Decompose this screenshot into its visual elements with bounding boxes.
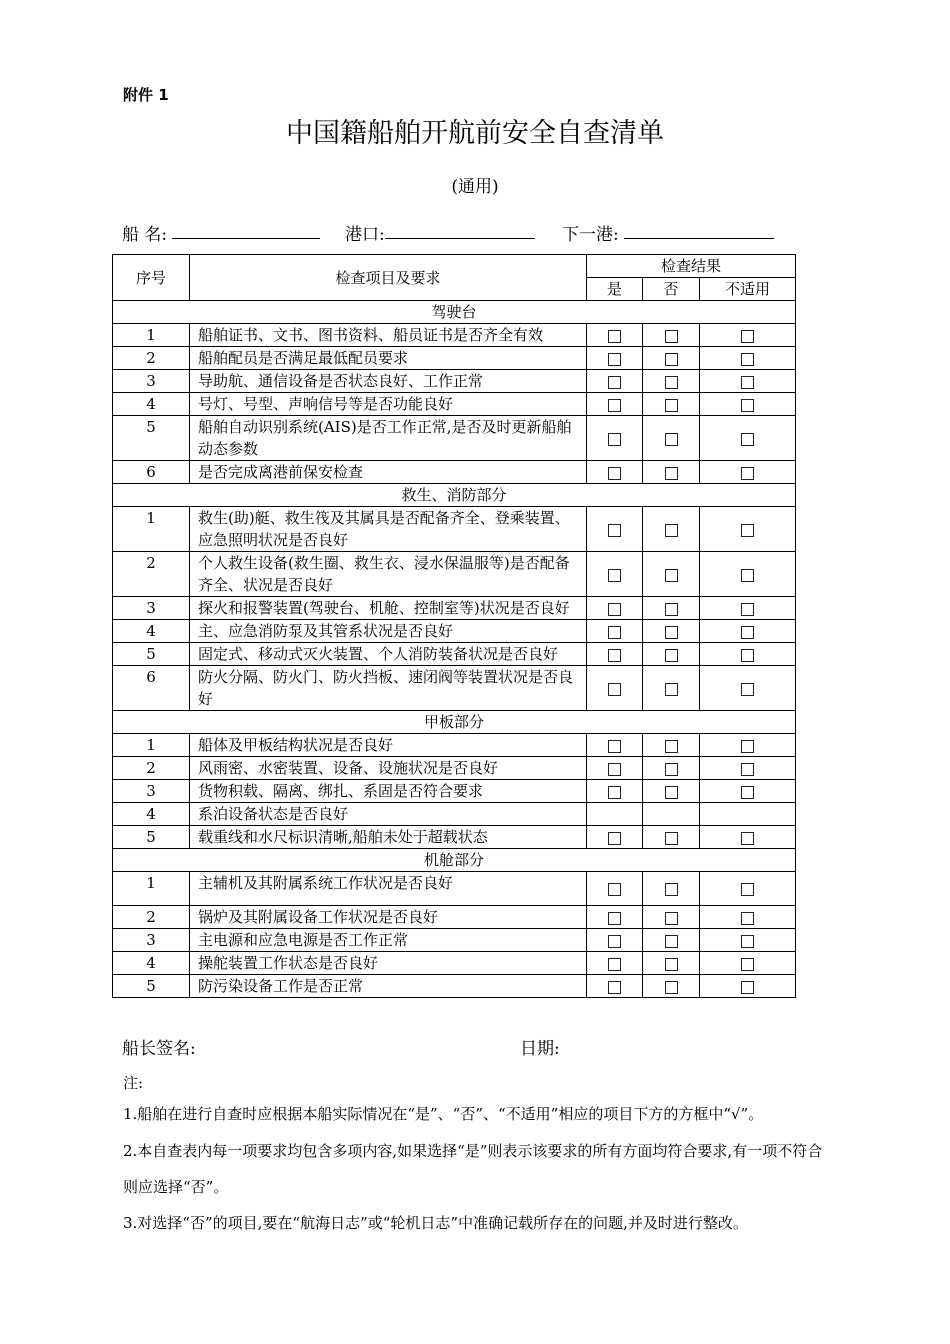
table-row: [113, 780, 796, 803]
result-cell-na: [700, 952, 796, 975]
checkbox-no[interactable]: [665, 467, 678, 480]
check-item-text: 船体及甲板结构状况是否良好: [190, 734, 587, 757]
row-number: 2: [113, 906, 190, 929]
row-number: 5: [113, 975, 190, 998]
next-port-blank[interactable]: [624, 238, 774, 239]
result-cell-yes: [587, 734, 643, 757]
checkbox-na[interactable]: [741, 467, 754, 480]
checkbox-na[interactable]: [741, 958, 754, 971]
check-item-text: 载重线和水尺标识清晰,船舶未处于超载状态: [190, 826, 587, 849]
check-item-text: 防火分隔、防火门、防火挡板、速闭阀等装置状况是否良好: [190, 666, 587, 711]
table-row: [113, 975, 796, 998]
result-cell-yes: [587, 461, 643, 484]
section-title: 驾驶台: [113, 301, 796, 324]
check-item-text: 锅炉及其附属设备工作状况是否良好: [190, 906, 587, 929]
result-cell-yes: [587, 416, 643, 461]
check-item-text: 风雨密、水密装置、设备、设施状况是否良好: [190, 757, 587, 780]
checkbox-no[interactable]: [665, 832, 678, 845]
checkbox-no[interactable]: [665, 330, 678, 343]
table-row: [113, 416, 796, 461]
checkbox-no[interactable]: [665, 399, 678, 412]
row-number: 1: [113, 872, 190, 906]
result-cell-yes: [587, 757, 643, 780]
result-cell-no: [643, 370, 700, 393]
result-cell-na: [700, 666, 796, 711]
checkbox-yes[interactable]: [608, 683, 621, 696]
row-number: 3: [113, 929, 190, 952]
checkbox-no[interactable]: [665, 740, 678, 753]
result-cell-na: [700, 552, 796, 597]
result-cell-na: [700, 872, 796, 906]
check-item-text: 操舵装置工作状态是否良好: [190, 952, 587, 975]
captain-signature-label: 船长签名:: [122, 1039, 196, 1059]
result-cell-no: [643, 324, 700, 347]
row-number: 2: [113, 552, 190, 597]
checkbox-na[interactable]: [741, 740, 754, 753]
port-label: 港口:: [345, 225, 385, 245]
checkbox-na[interactable]: [741, 935, 754, 948]
col-header-no: 序号: [113, 255, 190, 301]
col-header-no-choice: 否: [643, 278, 700, 301]
col-header-na: 不适用: [700, 278, 796, 301]
checkbox-na[interactable]: [741, 883, 754, 896]
result-cell-yes: [587, 666, 643, 711]
result-cell-yes: [587, 975, 643, 998]
checkbox-yes[interactable]: [608, 467, 621, 480]
table-row: [113, 597, 796, 620]
check-item-text: 主、应急消防泵及其管系状况是否良好: [190, 620, 587, 643]
section-title: 机舱部分: [113, 849, 796, 872]
checkbox-yes[interactable]: [608, 626, 621, 639]
checkbox-yes[interactable]: [608, 740, 621, 753]
check-item-text: 防污染设备工作是否正常: [190, 975, 587, 998]
checkbox-na[interactable]: [741, 330, 754, 343]
row-number: 5: [113, 826, 190, 849]
ship-name-blank[interactable]: [172, 238, 320, 239]
table-row: [113, 803, 796, 826]
table-row: [113, 929, 796, 952]
checkbox-yes[interactable]: [608, 786, 621, 799]
check-item-text: 号灯、号型、声响信号等是否功能良好: [190, 393, 587, 416]
checkbox-yes[interactable]: [608, 524, 621, 537]
checkbox-yes[interactable]: [608, 981, 621, 994]
result-cell-na: [700, 393, 796, 416]
result-cell-na: [700, 370, 796, 393]
checkbox-na[interactable]: [741, 649, 754, 662]
result-cell-no: [643, 347, 700, 370]
table-row: [113, 826, 796, 849]
row-number: 3: [113, 370, 190, 393]
result-cell-na: [700, 734, 796, 757]
check-item-text: 固定式、移动式灭火装置、个人消防装备状况是否良好: [190, 643, 587, 666]
check-item-text: 导助航、通信设备是否状态良好、工作正常: [190, 370, 587, 393]
checkbox-yes[interactable]: [608, 433, 621, 446]
result-cell-no: [643, 416, 700, 461]
result-cell-no: [643, 552, 700, 597]
section-title: 救生、消防部分: [113, 484, 796, 507]
result-cell-yes: [587, 393, 643, 416]
result-cell-yes: [587, 507, 643, 552]
note-1: 1.船舶在进行自查时应根据本船实际情况在“是”、“否”、“不适用”相应的项目下方的方框中“√”。: [123, 1105, 764, 1123]
checkbox-na[interactable]: [741, 399, 754, 412]
note-2: 2.本自查表内每一项要求均包含多项内容,如果选择“是”则表示该要求的所有方面均符合要求,有一项不符合则应选择“否”。: [123, 1142, 823, 1196]
checkbox-yes[interactable]: [608, 603, 621, 616]
check-item-text: 个人救生设备(救生圈、救生衣、浸水保温服等)是否配备齐全、状况是否良好: [190, 552, 587, 597]
date-label: 日期:: [520, 1039, 560, 1059]
check-item-text: 救生(助)艇、救生筏及其属具是否配备齐全、登乘装置、应急照明状况是否良好: [190, 507, 587, 552]
checkbox-no[interactable]: [665, 683, 678, 696]
result-cell-na: [700, 324, 796, 347]
check-item-text: 货物积载、隔离、绑扎、系固是否符合要求: [190, 780, 587, 803]
checkbox-no[interactable]: [665, 763, 678, 776]
result-cell-yes: [587, 620, 643, 643]
result-cell-na: [700, 780, 796, 803]
result-cell-na: [700, 803, 796, 826]
result-cell-no: [643, 780, 700, 803]
table-row: [113, 620, 796, 643]
check-item-text: 主辅机及其附属系统工作状况是否良好: [190, 872, 587, 906]
row-number: 5: [113, 416, 190, 461]
checkbox-na[interactable]: [741, 683, 754, 696]
table-row: [113, 666, 796, 711]
row-number: 6: [113, 461, 190, 484]
table-row: [113, 872, 796, 906]
table-row: [113, 734, 796, 757]
row-number: 2: [113, 757, 190, 780]
result-cell-na: [700, 826, 796, 849]
checkbox-yes[interactable]: [608, 935, 621, 948]
row-number: 1: [113, 734, 190, 757]
result-cell-no: [643, 826, 700, 849]
document-title: 中国籍船舶开航前安全自查清单: [286, 118, 664, 149]
checkbox-na[interactable]: [741, 603, 754, 616]
result-cell-na: [700, 929, 796, 952]
checkbox-yes[interactable]: [608, 353, 621, 366]
row-number: 1: [113, 507, 190, 552]
row-number: 3: [113, 780, 190, 803]
result-cell-yes: [587, 597, 643, 620]
row-number: 4: [113, 803, 190, 826]
checklist-table: [112, 254, 796, 998]
row-number: 1: [113, 324, 190, 347]
table-row: [113, 461, 796, 484]
result-cell-no: [643, 734, 700, 757]
table-row: [113, 757, 796, 780]
table-row: [113, 347, 796, 370]
checkbox-yes[interactable]: [608, 763, 621, 776]
checkbox-na[interactable]: [741, 569, 754, 582]
col-header-item: 检查项目及要求: [190, 255, 587, 301]
result-cell-no: [643, 620, 700, 643]
checkbox-na[interactable]: [741, 376, 754, 389]
check-item-text: 系泊设备状态是否良好: [190, 803, 587, 826]
table-row: [113, 370, 796, 393]
checkbox-na[interactable]: [741, 786, 754, 799]
col-header-yes: 是: [587, 278, 643, 301]
section-title: 甲板部分: [113, 711, 796, 734]
checkbox-yes[interactable]: [608, 883, 621, 896]
result-cell-na: [700, 643, 796, 666]
result-cell-no: [643, 803, 700, 826]
check-item-text: 船舶配员是否满足最低配员要求: [190, 347, 587, 370]
checkbox-yes[interactable]: [608, 958, 621, 971]
result-cell-no: [643, 757, 700, 780]
checkbox-no[interactable]: [665, 649, 678, 662]
checkbox-no[interactable]: [665, 912, 678, 925]
checkbox-na[interactable]: [741, 353, 754, 366]
result-cell-yes: [587, 370, 643, 393]
checkbox-no[interactable]: [665, 603, 678, 616]
result-cell-yes: [587, 803, 643, 826]
checkbox-na[interactable]: [741, 763, 754, 776]
result-cell-na: [700, 347, 796, 370]
result-cell-yes: [587, 826, 643, 849]
checkbox-na[interactable]: [741, 626, 754, 639]
result-cell-na: [700, 461, 796, 484]
result-cell-no: [643, 666, 700, 711]
table-row: [113, 952, 796, 975]
result-cell-na: [700, 906, 796, 929]
table-row: [113, 507, 796, 552]
table-row: [113, 324, 796, 347]
row-number: 4: [113, 952, 190, 975]
checkbox-na[interactable]: [741, 981, 754, 994]
notes-heading: 注:: [123, 1074, 144, 1092]
col-header-result: 检查结果: [587, 255, 796, 278]
checkbox-no[interactable]: [665, 376, 678, 389]
checkbox-no[interactable]: [665, 958, 678, 971]
checkbox-na[interactable]: [741, 832, 754, 845]
table-row: [113, 643, 796, 666]
result-cell-no: [643, 461, 700, 484]
row-number: 2: [113, 347, 190, 370]
checkbox-no[interactable]: [665, 353, 678, 366]
result-cell-yes: [587, 929, 643, 952]
checkbox-no[interactable]: [665, 569, 678, 582]
row-number: 3: [113, 597, 190, 620]
checkbox-no[interactable]: [665, 981, 678, 994]
result-cell-yes: [587, 552, 643, 597]
check-item-text: 是否完成离港前保安检查: [190, 461, 587, 484]
checkbox-yes[interactable]: [608, 399, 621, 412]
result-cell-yes: [587, 643, 643, 666]
result-cell-na: [700, 597, 796, 620]
checkbox-na[interactable]: [741, 912, 754, 925]
result-cell-yes: [587, 780, 643, 803]
port-blank[interactable]: [385, 238, 535, 239]
check-item-text: 船舶自动识别系统(AIS)是否工作正常,是否及时更新船舶动态参数: [190, 416, 587, 461]
row-number: 5: [113, 643, 190, 666]
result-cell-no: [643, 507, 700, 552]
result-cell-na: [700, 620, 796, 643]
table-row: [113, 552, 796, 597]
result-cell-yes: [587, 906, 643, 929]
checkbox-yes[interactable]: [608, 376, 621, 389]
row-number: 6: [113, 666, 190, 711]
result-cell-no: [643, 597, 700, 620]
result-cell-no: [643, 929, 700, 952]
checkbox-no[interactable]: [665, 433, 678, 446]
result-cell-na: [700, 975, 796, 998]
checkbox-no[interactable]: [665, 786, 678, 799]
checkbox-yes[interactable]: [608, 569, 621, 582]
checkbox-yes[interactable]: [608, 912, 621, 925]
note-3: 3.对选择“否”的项目,要在“航海日志”或“轮机日志”中准确记载所存在的问题,并及时进行整改。: [123, 1214, 748, 1232]
checkbox-no[interactable]: [665, 626, 678, 639]
checkbox-yes[interactable]: [608, 649, 621, 662]
check-item-text: 船舶证书、文书、图书资料、船员证书是否齐全有效: [190, 324, 587, 347]
check-item-text: 主电源和应急电源是否工作正常: [190, 929, 587, 952]
checkbox-no[interactable]: [665, 935, 678, 948]
table-row: [113, 393, 796, 416]
checkbox-na[interactable]: [741, 433, 754, 446]
checkbox-yes[interactable]: [608, 330, 621, 343]
checkbox-na[interactable]: [741, 524, 754, 537]
row-number: 4: [113, 393, 190, 416]
result-cell-yes: [587, 324, 643, 347]
result-cell-yes: [587, 952, 643, 975]
result-cell-yes: [587, 347, 643, 370]
result-cell-no: [643, 975, 700, 998]
ship-name-label: 船 名:: [122, 225, 168, 245]
result-cell-no: [643, 906, 700, 929]
result-cell-yes: [587, 872, 643, 906]
checkbox-no[interactable]: [665, 524, 678, 537]
row-number: 4: [113, 620, 190, 643]
result-cell-na: [700, 416, 796, 461]
result-cell-no: [643, 643, 700, 666]
next-port-label: 下一港:: [562, 225, 619, 245]
checkbox-no[interactable]: [665, 883, 678, 896]
attachment-label: 附件 1: [123, 86, 169, 104]
result-cell-no: [643, 393, 700, 416]
document-subtitle: (通用): [451, 177, 499, 197]
check-item-text: 探火和报警装置(驾驶台、机舱、控制室等)状况是否良好: [190, 597, 587, 620]
result-cell-no: [643, 952, 700, 975]
checkbox-yes[interactable]: [608, 832, 621, 845]
result-cell-no: [643, 872, 700, 906]
result-cell-na: [700, 757, 796, 780]
result-cell-na: [700, 507, 796, 552]
table-row: [113, 906, 796, 929]
